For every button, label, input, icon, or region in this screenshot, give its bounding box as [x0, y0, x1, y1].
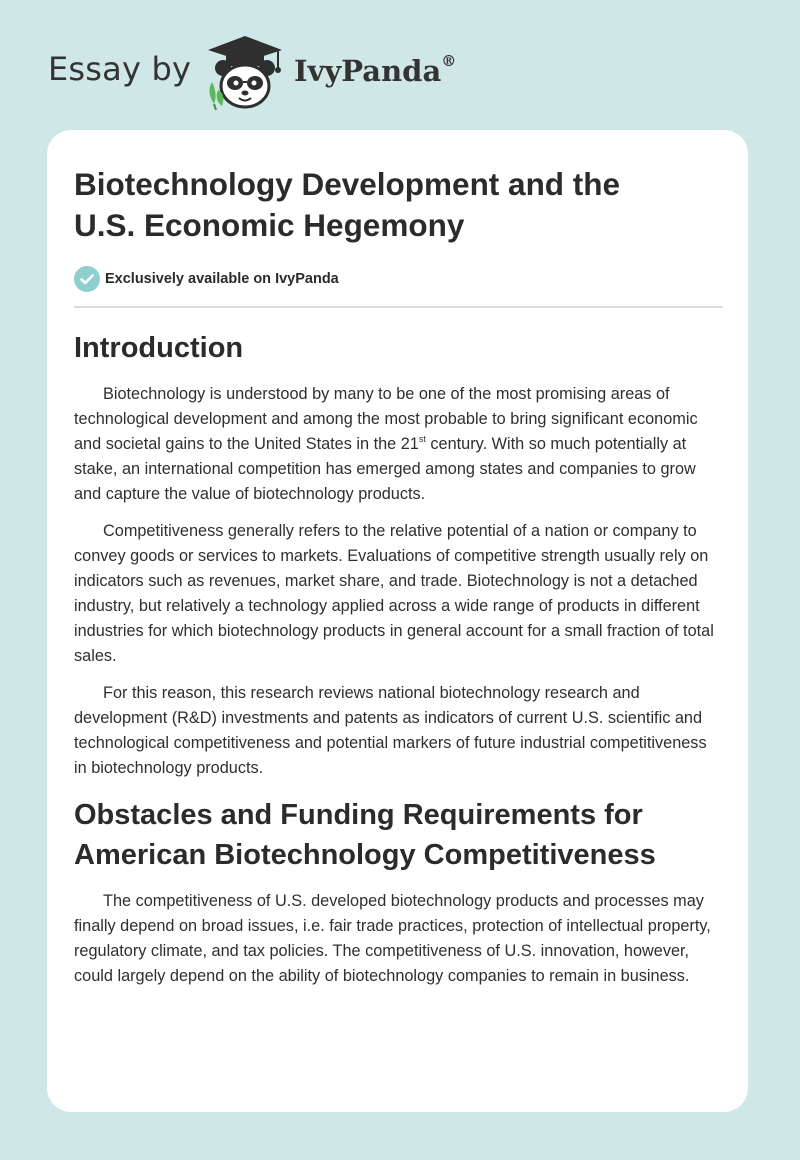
- essay-card: [47, 130, 748, 1112]
- essay-content: [74, 164, 723, 1001]
- section-heading-introduction: Introduction: [74, 332, 244, 364]
- heading-line-1: Obstacles and Funding Requirements for: [74, 799, 643, 831]
- paragraph: The competitiveness of U.S. developed biotechnology products and processes may finally depend on broad issues, i.e. fair trade practices, protection of intellectual property, regulatory climate, and tax policies. The competitiveness of U.S. innovation, however, could largely depend on the ability of biotechnology companies to remain in business.: [74, 892, 711, 985]
- page-title: [74, 164, 723, 246]
- essay-by-label: Essay by: [48, 50, 192, 88]
- divider: [74, 306, 723, 308]
- panda-graduate-logo-icon[interactable]: [204, 34, 286, 110]
- exclusive-badge: [74, 266, 723, 292]
- paragraph: Biotechnology is understood by many to be one of the most promising areas of technological development and among the most probable to bring significant economic and societal gains to the United States in the 21st century. With so much potentially at stake, an international competition has emerged among states and companies to grow and capture the value of biotechnology products.: [74, 385, 698, 503]
- brand-name[interactable]: IvyPanda®: [294, 52, 457, 88]
- check-circle-icon: [74, 266, 100, 292]
- registered-mark: ®: [441, 52, 457, 71]
- title-line-1: Biotechnology Development and the: [74, 166, 621, 202]
- superscript: st: [418, 433, 426, 444]
- exclusive-badge-text: Exclusively available on IvyPanda: [105, 271, 339, 287]
- title-line-2: U.S. Economic Hegemony: [74, 207, 465, 243]
- section-heading-obstacles: [74, 795, 723, 875]
- site-header: [48, 34, 548, 110]
- heading-line-2: American Biotechnology Competitiveness: [74, 839, 656, 871]
- paragraph: Competitiveness generally refers to the relative potential of a nation or company to convey goods or services to markets. Evaluations of competitive strength usually rely on indicators such as revenues, market share, and trade. Biotechnology is not a detached industry, but relatively a technology applied across a wide range of products in different industries for which biotechnology products in general account for a small fraction of total sales.: [74, 522, 714, 665]
- paragraph: For this reason, this research reviews national biotechnology research and development (R&D) investments and patents as indicators of current U.S. scientific and technological competitiveness and potential markers of future industrial competitiveness in biotechnology products.: [74, 684, 707, 777]
